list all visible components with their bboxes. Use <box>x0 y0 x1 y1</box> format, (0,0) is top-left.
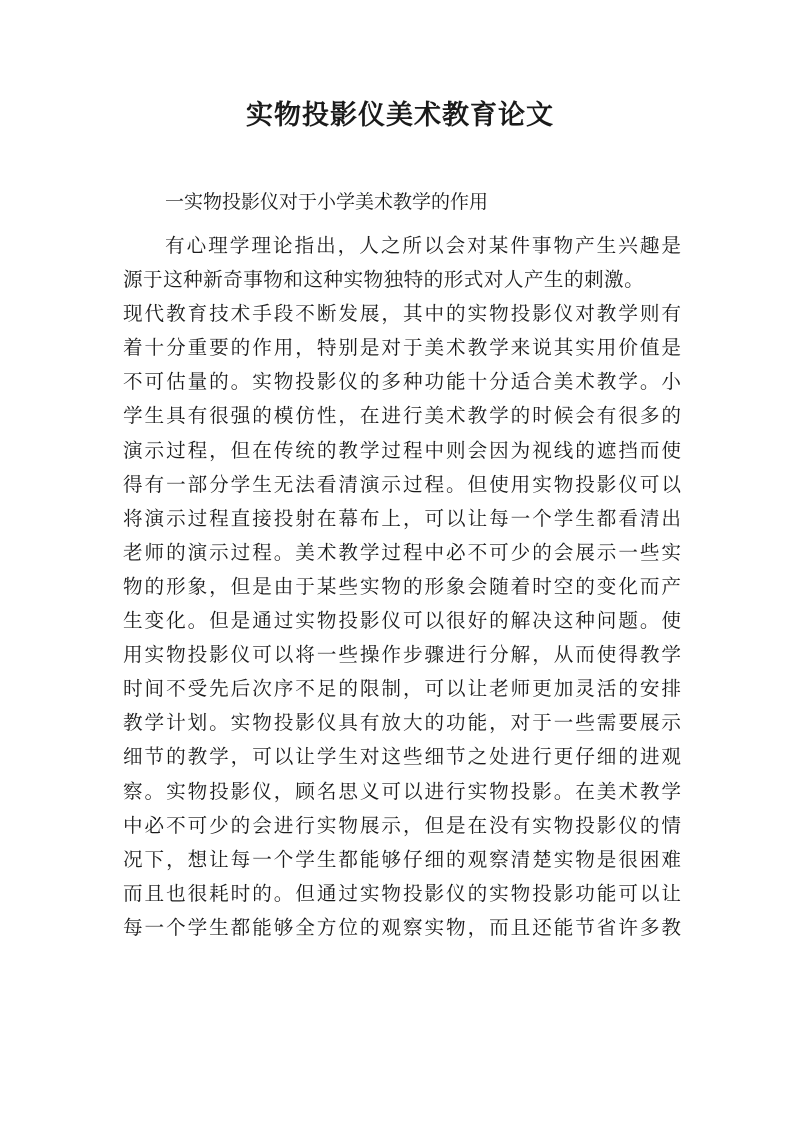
paragraph-line: 老师的演示过程。美术教学过程中必不可少的会展示一些实 <box>123 540 681 564</box>
paragraph-line: 现代教育技术手段不断发展，其中的实物投影仪对教学则有 <box>123 302 681 326</box>
paragraph-line: 将演示过程直接投射在幕布上，可以让每一个学生都看清出 <box>123 506 681 530</box>
paragraph-line: 不可估量的。实物投影仪的多种功能十分适合美术教学。小 <box>123 370 681 394</box>
section-heading: 一实物投影仪对于小学美术教学的作用 <box>165 191 489 213</box>
paragraph-line: 每一个学生都能够全方位的观察实物，而且还能节省许多教 <box>123 915 681 939</box>
paragraph-line: 细节的教学，可以让学生对这些细节之处进行更仔细的进观 <box>123 745 681 769</box>
paragraph-line: 用实物投影仪可以将一些操作步骤进行分解，从而使得教学 <box>123 643 681 667</box>
paragraph-line: 学生具有很强的模仿性，在进行美术教学的时候会有很多的 <box>123 404 681 428</box>
paragraph-line: 得有一部分学生无法看清演示过程。但使用实物投影仪可以 <box>123 472 681 496</box>
paragraph-line: 着十分重要的作用，特别是对于美术教学来说其实用价值是 <box>123 336 681 360</box>
paragraph-line: 时间不受先后次序不足的限制，可以让老师更加灵活的安排 <box>123 677 681 701</box>
paragraph-line: 教学计划。实物投影仪具有放大的功能，对于一些需要展示 <box>123 711 681 735</box>
paragraph-line: 生变化。但是通过实物投影仪可以很好的解决这种问题。使 <box>123 609 681 633</box>
paragraph-line: 中必不可少的会进行实物展示，但是在没有实物投影仪的情 <box>123 813 681 837</box>
paragraph-line: 况下，想让每一个学生都能够仔细的观察清楚实物是很困难 <box>123 847 681 871</box>
body-paragraph <box>123 229 683 945</box>
paragraph-line: 而且也很耗时的。但通过实物投影仪的实物投影功能可以让 <box>123 881 681 905</box>
document-title: 实物投影仪美术教育论文 <box>246 100 554 131</box>
paragraph-line: 源于这种新奇事物和这种实物独特的形式对人产生的刺激。 <box>123 268 645 292</box>
paragraph-line: 察。实物投影仪，顾名思义可以进行实物投影。在美术教学 <box>123 779 681 803</box>
paragraph-line: 演示过程，但在传统的教学过程中则会因为视线的遮挡而使 <box>123 438 681 462</box>
paragraph-line: 物的形象，但是由于某些实物的形象会随着时空的变化而产 <box>123 574 681 598</box>
paragraph-line: 有心理学理论指出，人之所以会对某件事物产生兴趣是 <box>165 234 681 257</box>
